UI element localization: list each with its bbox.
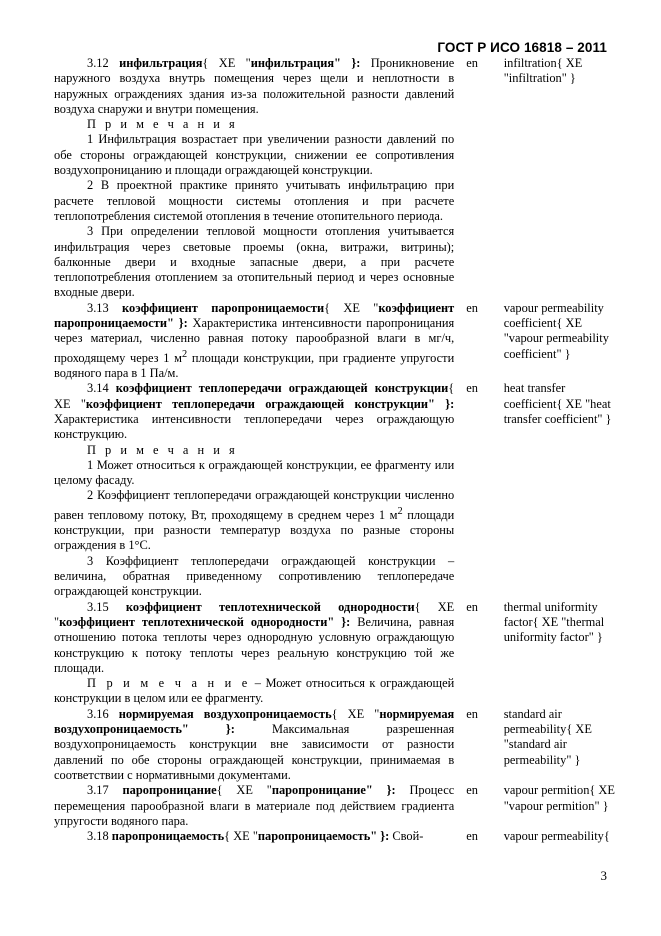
- language-code: en: [466, 783, 478, 798]
- term-entry-3-15: [54, 600, 622, 707]
- term-definition: 3.14 коэффициент теплопередачи ограждающей конструкции{ XE "коэффициент теплопередачи ограждающей конструкции" }: Характеристика интенсивности теплопередачи через ограждающую конструкцию.: [54, 381, 455, 442]
- language-code: en: [466, 829, 478, 844]
- english-term: infiltration{ XE "infiltration" }: [503, 56, 583, 86]
- term-entry-3-14: [54, 381, 622, 599]
- notes-heading: П р и м е ч а н и я: [87, 442, 238, 457]
- language-code: en: [466, 599, 478, 614]
- term-name: коэффициент теплопередачи ограждающей конструкции: [115, 381, 449, 396]
- language-code: en: [466, 706, 478, 721]
- term-entry-3-16: [54, 707, 622, 783]
- document-header: ГОСТ Р ИСО 16818 – 2011: [437, 40, 607, 55]
- language-code: en: [466, 300, 478, 315]
- term-name: паропроницание: [122, 783, 217, 798]
- term-name: паропроницаемость: [111, 829, 225, 844]
- term-definition: 3.15 коэффициент теплотехнической однородности{ XE "коэффициент теплотехнической однородности" }: Величина, равная отношению потока теплоты через однородную условную ограждающую конструкцию к потоку теплоты через реальную конструкцию той же площади.: [54, 599, 455, 675]
- term-definition: 3.16 нормируемая воздухопроницаемость{ XE "нормируемая воздухопроницаемость" }: Максимальная разрешенная воздухопроницаемость конструкции вне зависимости от разности давлений по обе стороны ограждающей конструкции, принимаемая в соответствии с нормативными документами.: [54, 706, 455, 782]
- english-term: vapour permeability coefficient{ XE "vapour permeability coefficient" }: [503, 300, 609, 361]
- term-definition: 3.12 инфильтрация{ XE "инфильтрация" }: Проникновение наружного воздуха внутрь помещения через щели и неплотности в наружных ограждениях здания из-за положительной разности давлений воздуха снаружи и внутри помещения.: [54, 56, 455, 116]
- page-number: 3: [600, 868, 607, 883]
- note: 1 Инфильтрация возрастает при увеличении разности давлений по обе стороны ограждающей конструкции, снижении ее сопротивления воздухопроницанию и площади ограждающей конструкции.: [54, 132, 455, 178]
- english-term: thermal uniformity factor{ XE "thermal uniformity factor" }: [503, 599, 605, 645]
- notes-heading: П р и м е ч а н и я: [87, 117, 238, 132]
- note: 2 В проектной практике принято учитывать инфильтрацию при расчете тепловой мощности системы отопления и при расчете теплопотребления системой отопления в течение отопительного периода.: [54, 178, 455, 223]
- term-name: инфильтрация: [119, 56, 203, 70]
- term-entry-3-13: [54, 301, 622, 382]
- term-name: нормируемая воздухопроницаемость: [118, 706, 332, 721]
- note: 2 Коэффициент теплопередачи ограждающей конструкции численно равен тепловому потоку, Вт, проходящему в среднем через 1 $м^2$ площади конструкции, при разности температур воздуха по разные стороны ограждения в 1°С.: [54, 488, 455, 553]
- note: 3 Коэффициент теплопередачи ограждающей конструкции – величина, обратная приведенному сопротивлению теплопередаче ограждающей конструкции.: [54, 553, 455, 599]
- language-code: en: [466, 56, 478, 70]
- english-term: vapour permition{ XE "vapour permition" }: [503, 783, 615, 813]
- english-term: heat transfer coefficient{ XE "heat transfer coefficient" }: [503, 381, 612, 426]
- english-term: vapour permeability{: [503, 829, 610, 844]
- term-entry-3-18: [54, 829, 622, 844]
- english-term: standard air permeability{ XE "standard air permeability" }: [503, 706, 592, 767]
- note: 3 При определении тепловой мощности отопления учитывается инфильтрация через световые проемы (окна, витражи, витрины); балконные двери и входные запасные двери, а при расчете теплопотребления отоплением за отопительный период и через основные входные двери.: [54, 224, 455, 300]
- term-definition: 3.17 паропроницание{ XE "паропроницание" }: Процесс перемещения парообразной влаги в материале под действием градиента упругости водяного пара.: [54, 783, 455, 828]
- note: 1 Может относиться к ограждающей конструкции, ее фрагменту или целому фасаду.: [54, 457, 455, 488]
- term-entry-3-17: [54, 783, 622, 829]
- term-definition: 3.18 паропроницаемость{ XE "паропроницаемость" }: Свой-: [87, 829, 424, 844]
- term-definition: 3.13 коэффициент паропроницаемости{ XE "коэффициент паропроницаемости" }: Характеристика интенсивности паропроницания через материал, численно равная потоку парообразной влаги в мг/ч, проходящему через 1 $м^2$ площади конструкции, при градиенте упругости водяного пара в 1 Па/м.: [54, 300, 455, 381]
- term-entry-3-12: [54, 56, 622, 301]
- terms-content: [54, 56, 622, 844]
- term-name: коэффициент теплотехнической однородности: [125, 599, 415, 614]
- language-code: en: [466, 381, 478, 396]
- term-name: коэффициент паропроницаемости: [122, 300, 325, 315]
- note: П р и м е ч а н и е – Может относиться к ограждающей конструкции в целом или ее фрагменту.: [54, 676, 455, 706]
